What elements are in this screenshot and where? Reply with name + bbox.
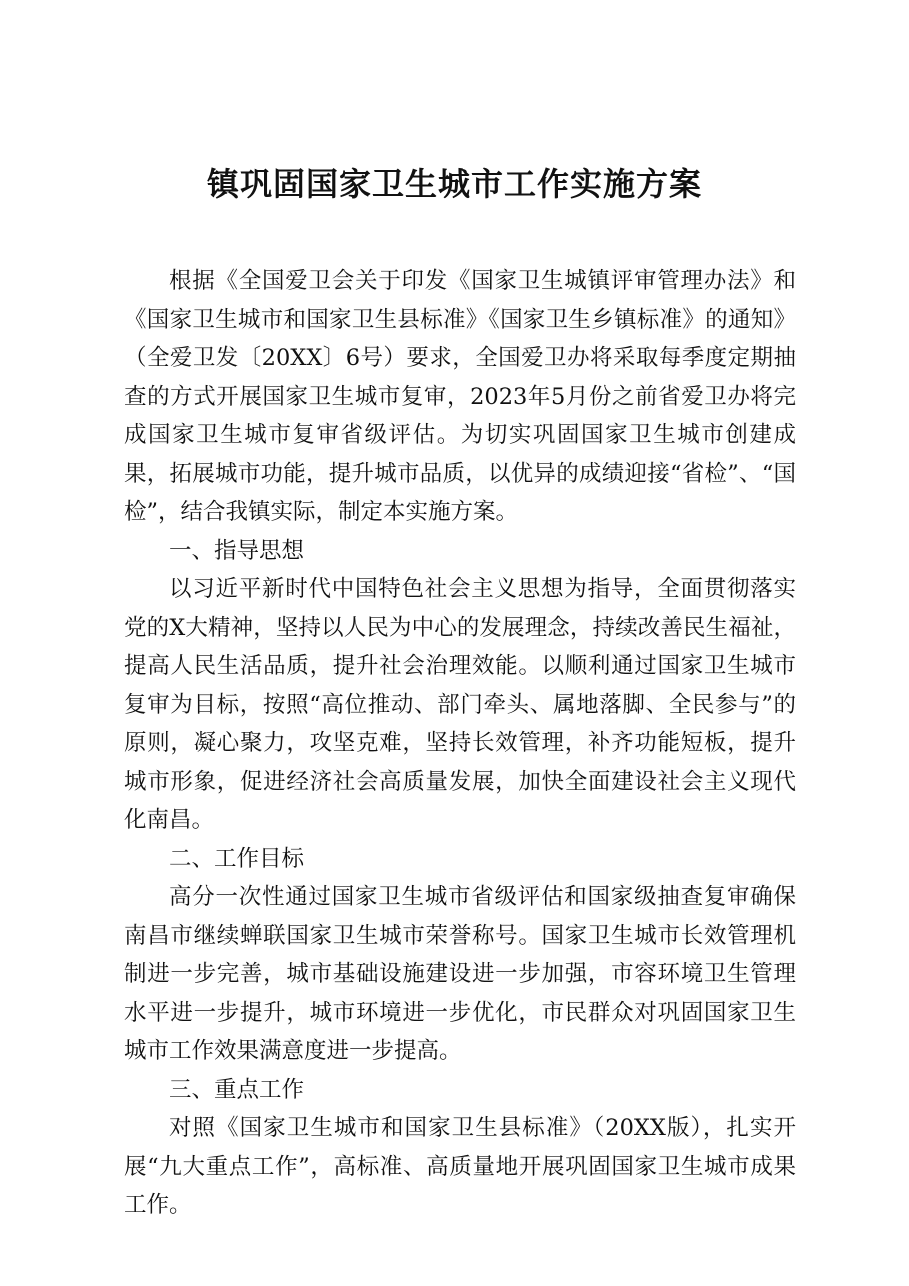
document-title: 镇巩固国家卫生城市工作实施方案 <box>206 165 702 203</box>
section-heading-guiding-ideology: 一、指导思想 <box>169 537 305 564</box>
section-heading-work-goals: 二、工作目标 <box>169 845 305 872</box>
paragraph-work-goals: 高分一次性通过国家卫生城市省级评估和国家级抽查复审确保南昌市继续蝉联国家卫生城市荣誉称号。国家卫生城市长效管理机制进一步完善，城市基础设施建设进一步加强，市容环境卫生管理水平进一步提升，城市环境进一步优化，市民群众对巩固国家卫生城市工作效果满意度进一步提高。 <box>124 884 796 1064</box>
paragraph-intro: 根据《全国爱卫会关于印发《国家卫生城镇评审管理办法》和《国家卫生城市和国家卫生县标准》《国家卫生乡镇标准》的通知》（全爱卫发〔20XX〕6号）要求，全国爱卫办将采取每季度定期抽查的方式开展国家卫生城市复审，2023年5月份之前省爱卫办将完成国家卫生城市复审省级评估。为切实巩固国家卫生城市创建成果，拓展城市功能，提升城市品质，以优异的成绩迎接“省检”、“国检”，结合我镇实际，制定本实施方案。 <box>124 268 796 525</box>
paragraph-guiding-ideology: 以习近平新时代中国特色社会主义思想为指导，全面贯彻落实党的X大精神，坚持以人民为中心的发展理念，持续改善民生福祉，提高人民生活品质，提升社会治理效能。以顺利通过国家卫生城市复审为目标，按照“高位推动、部门牵头、属地落脚、全民参与”的原则，凝心聚力，攻坚克难，坚持长效管理，补齐功能短板，提升城市形象，促进经济社会高质量发展，加快全面建设社会主义现代化南昌。 <box>124 576 796 833</box>
paragraph-key-work: 对照《国家卫生城市和国家卫生县标准》（20XX版），扎实开展“九大重点工作”，高标准、高质量地开展巩固国家卫生城市成果工作。 <box>124 1115 796 1218</box>
section-heading-key-work: 三、重点工作 <box>169 1076 305 1103</box>
document-body <box>124 262 796 1225</box>
